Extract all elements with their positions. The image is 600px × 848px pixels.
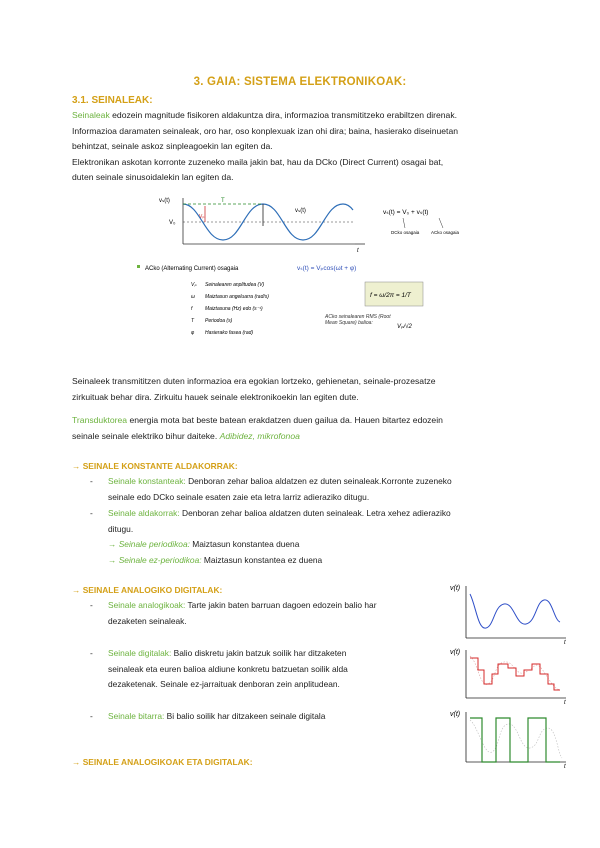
term: Seinale aldakorrak: — [108, 508, 180, 518]
item-text: seinale edo DCko seinale esaten zaie eta letra larriz adieraziko ditugu. — [108, 491, 370, 502]
def-symbol: T — [191, 318, 195, 324]
intro-text: Informazioa daramaten seinaleak, oro har, oso konplexuak izan ohi dira; baina, hasierako diseinuetan — [72, 125, 459, 136]
definitions-list — [191, 282, 269, 336]
term: → Seinale ez-periodikoa: — [108, 554, 202, 565]
label-vp: Vₚ — [199, 214, 205, 220]
dc-ac-equation: vₛ(t) = V₀ + vₛ(t) — [383, 209, 429, 216]
processing-paragraph — [72, 374, 542, 405]
axis-label-v: v(t) — [450, 711, 461, 718]
def-symbol: φ — [191, 330, 195, 336]
term-transduktorea: Transduktorea — [72, 415, 128, 425]
term-seinaleak: Seinaleak — [72, 110, 110, 120]
axis-label-v: v(t) — [450, 585, 461, 592]
analog-signal-curve — [470, 594, 560, 628]
item-text: Bi balio soilik har ditzakeen seinale digitala — [164, 711, 326, 721]
paragraph-text: energia mota bat beste batean erakdatzen duen gailua da. Hauen bitartez edozein — [127, 415, 443, 425]
term: Seinale bitarra: — [108, 711, 165, 721]
frequency-formula: f = ω/2π = 1/T — [370, 292, 411, 299]
term: Seinale konstanteak: — [108, 476, 186, 486]
item-text: Maiztasun konstantea duena — [189, 539, 300, 549]
item-text: dezaketen seinaleak. — [108, 615, 187, 626]
intro-text: Elektronikan askotan korronte zuzeneko maila jakin bat, hau da DCko (Direct Current) osagai bat, — [72, 156, 444, 167]
page-title: 3. GAIA: SISTEMA ELEKTRONIKOAK: — [193, 76, 407, 88]
item-text: ditugu. — [108, 523, 134, 534]
label-v0: V₀ — [169, 220, 176, 226]
transducer-paragraph — [72, 413, 542, 444]
heading-analog-and-digital: → SEINALE ANALOGIKOAK ETA DIGITALAK: — [72, 757, 253, 767]
paragraph-text: Seinaleek transmititzen duten informazioa era egokian lortzeko, gehienetan, seinale-prozesatze — [72, 376, 436, 386]
dc-component-label: DCko osagaia — [391, 230, 420, 235]
item-text: Balio diskretu jakin batzuk soilik har ditzaketen — [171, 648, 347, 658]
def-text: Maiztasuna (Hz) edo (s⁻¹) — [205, 306, 263, 312]
label-signal: vₛ(t) — [295, 208, 306, 214]
term: → Seinale periodikoa: — [108, 539, 190, 549]
item-text: dezaketenak. Seinale ez-jarraituak denboran zein anplitudean. — [108, 679, 340, 689]
def-text: Maiztasun angeluarra (rad/s) — [205, 294, 269, 300]
item-text: seinaleak eta euren balioa aldiune konkretu batzuetan soilik alda — [108, 663, 348, 674]
def-text: Hasierako fasea (rad) — [205, 330, 254, 336]
rms-label: ACko seinalearen RMS (Root Mean Square) balioa: — [325, 314, 391, 326]
axis-label-vs: vₛ(t) — [159, 198, 170, 204]
paragraph-text: seinale seinale elektriko bihur daiteke. — [72, 430, 220, 441]
binary-signal-curve — [470, 718, 560, 762]
digital-signal-curve — [470, 658, 560, 690]
rms-value: Vₚ/√2 — [397, 324, 412, 330]
intro-paragraph — [72, 108, 542, 186]
signal-types-figure — [448, 580, 573, 770]
ac-component-label: ACko osagaia — [431, 230, 460, 235]
ac-bullet-text: ACko (Alternating Current) osagaia — [145, 266, 239, 272]
sinusoid-figure — [145, 192, 535, 352]
intro-text: edozein magnitude fisikoren aldakuntza dira, informazioa transmititzeko erabiltzen direnak. — [109, 110, 458, 120]
def-symbol: f — [191, 306, 193, 312]
axis-label-t: t — [357, 248, 359, 254]
intro-text: behintzat, seinale askoz sinpleagoekin lan egiten da. — [72, 141, 273, 151]
section-heading-seinaleak: 3.1. SEINALEAK: — [72, 95, 153, 106]
paragraph-text: zirkuituak behar dira. Zirkuitu hauek seinale elektronikoekin lan egiten dute. — [72, 391, 359, 402]
heading-analog-digital: → SEINALE ANALOGIKO DIGITALAK: — [72, 585, 223, 595]
list-item: - Seinale bitarra: Bi balio soilik har ditzakeen seinale digitala — [90, 711, 326, 721]
def-symbol: ω — [191, 294, 195, 300]
axis-label-t: t — [564, 640, 566, 646]
term: Seinale digitalak: — [108, 648, 172, 658]
list-item: - Seinale aldakorrak: Denboran zehar balioa aldatzen duten seinaleak. Letra xehez adieraziko ditugu. → Seinale periodikoa: Maiztasun konstantea duena → Seinale ez-periodikoa: Maiztasun konstantea ez duena — [108, 506, 548, 568]
item-text: Maiztasun konstantea ez duena — [201, 554, 323, 565]
bullet-icon — [137, 265, 140, 268]
list-item: - Seinale konstanteak: Denboran zehar balioa aldatzen ez duten seinaleak.Korronte zuzeneko seinale edo DCko seinale esaten zaie eta letra larriz adieraziko ditugu. — [108, 474, 548, 505]
example-text: Adibidez, mikrofonoa — [219, 430, 300, 441]
term: Seinale analogikoak: — [108, 600, 186, 610]
def-text: Seinalearen anplitudea (V) — [205, 282, 265, 288]
axis-label-t: t — [564, 700, 566, 706]
def-symbol: Vₚ — [191, 282, 197, 288]
item-text: Denboran zehar balioa aldatzen duten seinaleak. Letra xehez adieraziko — [179, 508, 451, 518]
list-item: - Seinale analogikoak: Tarte jakin baten barruan dagoen edozein balio har dezaketen seinaleak. — [108, 598, 438, 629]
heading-constant-variable: → SEINALE KONSTANTE ALDAKORRAK: — [72, 461, 238, 471]
axis-label-v: v(t) — [450, 649, 461, 656]
label-period: T — [221, 198, 225, 204]
ac-equation: vₛ(t) = Vₚcos(ωt + φ) — [297, 265, 357, 272]
list-item: - Seinale digitalak: Balio diskretu jakin batzuk soilik har ditzaketen seinaleak eta euren balioa aldiune konkretu batzuetan soilik alda dezaketenak. Seinale ez-jarraituak denboran zein anplitudean. — [108, 646, 438, 693]
axis-label-t: t — [564, 764, 566, 770]
intro-text: duten seinale sinusoidalekin lan egiten da. — [72, 172, 234, 182]
item-text: Denboran zehar balioa aldatzen ez duten seinaleak.Korronte zuzeneko — [185, 476, 452, 486]
item-text: Tarte jakin baten barruan dagoen edozein balio har — [185, 600, 377, 610]
def-text: Periodoa (s) — [205, 318, 233, 324]
